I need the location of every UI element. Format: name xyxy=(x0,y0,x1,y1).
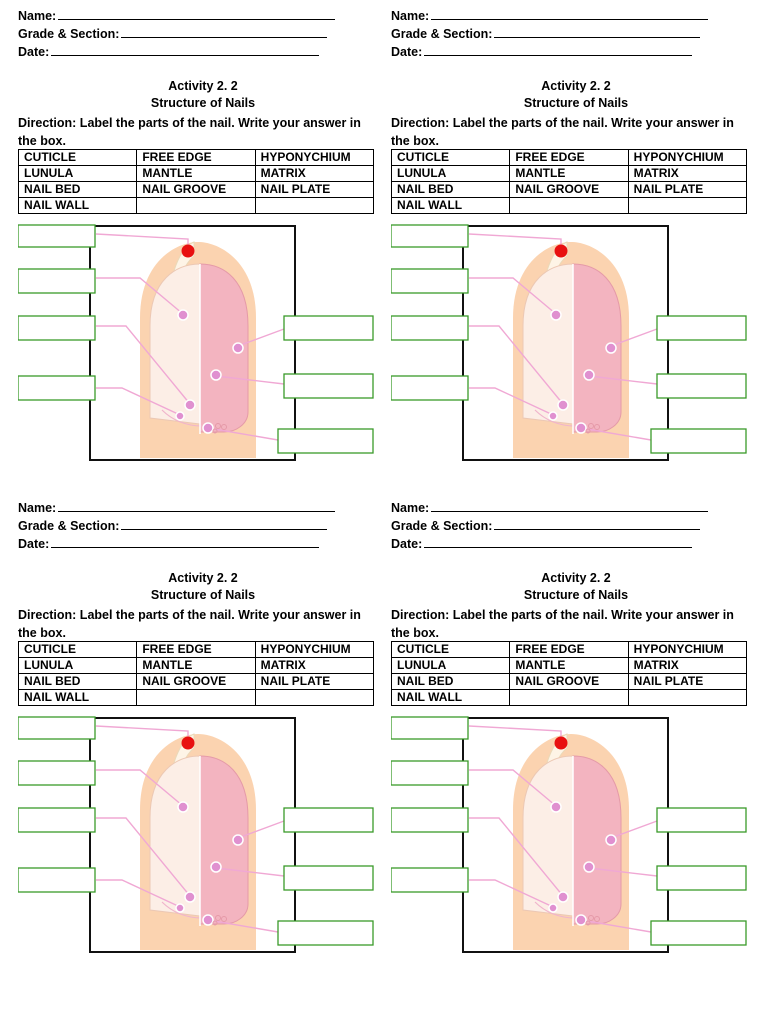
word-bank-cell: NAIL PLATE xyxy=(628,182,746,198)
worksheet-quadrant xyxy=(391,492,761,972)
word-bank-cell: CUTICLE xyxy=(392,642,510,658)
answer-box[interactable] xyxy=(657,374,746,398)
word-bank-table xyxy=(391,149,747,214)
word-bank-cell: NAIL WALL xyxy=(19,198,137,214)
grade-section-field[interactable] xyxy=(18,26,327,41)
activity-subtitle: Structure of Nails xyxy=(523,96,629,110)
grade-section-field[interactable] xyxy=(391,518,700,533)
word-bank-cell: NAIL GROOVE xyxy=(510,182,628,198)
word-bank-cell: FREE EDGE xyxy=(137,642,255,658)
word-bank-row xyxy=(392,150,747,166)
name-field[interactable] xyxy=(391,8,708,23)
activity-title: Activity 2. 2 xyxy=(541,571,611,585)
answer-box[interactable] xyxy=(651,921,746,945)
grade-section-blank[interactable] xyxy=(494,518,700,530)
word-bank-cell xyxy=(628,690,746,706)
answer-box[interactable] xyxy=(278,921,373,945)
answer-box[interactable] xyxy=(18,376,95,400)
word-bank-cell: FREE EDGE xyxy=(510,150,628,166)
marker-dot xyxy=(584,862,594,872)
word-bank-cell: LUNULA xyxy=(19,658,137,674)
date-label: Date: xyxy=(18,45,50,59)
grade-section-label: Grade & Section: xyxy=(391,519,493,533)
marker-dot xyxy=(233,835,243,845)
answer-box[interactable] xyxy=(284,316,373,340)
activity-subtitle: Structure of Nails xyxy=(150,96,256,110)
red-marker-dot xyxy=(182,737,195,750)
word-bank-cell: MATRIX xyxy=(628,166,746,182)
date-blank[interactable] xyxy=(51,536,319,548)
marker-dot xyxy=(211,370,221,380)
direction-text: Direction: Label the parts of the nail. Write your answer in the box. xyxy=(18,608,361,640)
answer-box[interactable] xyxy=(391,717,468,739)
word-bank-cell: MATRIX xyxy=(255,658,373,674)
word-bank-cell: MATRIX xyxy=(255,166,373,182)
word-bank-row xyxy=(392,182,747,198)
word-bank-cell: MANTLE xyxy=(137,658,255,674)
answer-box[interactable] xyxy=(391,225,468,247)
name-blank[interactable] xyxy=(431,8,708,20)
red-marker-dot xyxy=(555,245,568,258)
word-bank-cell: HYPONYCHIUM xyxy=(255,642,373,658)
word-bank-table xyxy=(18,149,374,214)
word-bank-cell xyxy=(137,690,255,706)
worksheet-quadrant xyxy=(18,0,388,480)
answer-box[interactable] xyxy=(391,316,468,340)
word-bank-cell: CUTICLE xyxy=(19,642,137,658)
word-bank-cell: MANTLE xyxy=(137,166,255,182)
marker-dot xyxy=(203,915,213,925)
worksheet-quadrant xyxy=(391,0,761,480)
marker-dot xyxy=(558,400,568,410)
answer-box[interactable] xyxy=(284,866,373,890)
grade-section-blank[interactable] xyxy=(121,26,327,38)
marker-dot xyxy=(178,310,188,320)
name-label: Name: xyxy=(391,501,430,515)
answer-box[interactable] xyxy=(284,808,373,832)
marker-dot xyxy=(176,412,184,420)
date-label: Date: xyxy=(391,537,423,551)
marker-dot xyxy=(576,423,586,433)
direction-text: Direction: Label the parts of the nail. Write your answer in the box. xyxy=(391,116,734,148)
answer-box[interactable] xyxy=(657,808,746,832)
answer-box[interactable] xyxy=(278,429,373,453)
word-bank-cell: NAIL GROOVE xyxy=(137,674,255,690)
grade-section-label: Grade & Section: xyxy=(391,27,493,41)
nail-diagram xyxy=(18,714,378,954)
word-bank-cell: CUTICLE xyxy=(19,150,137,166)
grade-section-blank[interactable] xyxy=(494,26,700,38)
date-blank[interactable] xyxy=(51,44,319,56)
word-bank-row xyxy=(19,642,374,658)
marker-dot xyxy=(176,904,184,912)
word-bank-cell xyxy=(137,198,255,214)
word-bank-cell xyxy=(255,198,373,214)
date-blank[interactable] xyxy=(424,536,692,548)
name-field[interactable] xyxy=(391,500,708,515)
word-bank-cell: HYPONYCHIUM xyxy=(255,150,373,166)
marker-dot xyxy=(551,802,561,812)
marker-dot xyxy=(606,835,616,845)
word-bank-cell: NAIL GROOVE xyxy=(137,182,255,198)
answer-box[interactable] xyxy=(284,374,373,398)
word-bank-row xyxy=(19,658,374,674)
word-bank-cell: NAIL WALL xyxy=(392,690,510,706)
red-marker-dot xyxy=(555,737,568,750)
answer-box[interactable] xyxy=(18,868,95,892)
answer-box[interactable] xyxy=(18,269,95,293)
word-bank-cell: MANTLE xyxy=(510,166,628,182)
marker-dot xyxy=(211,862,221,872)
word-bank-row xyxy=(19,182,374,198)
grade-section-label: Grade & Section: xyxy=(18,27,120,41)
answer-box[interactable] xyxy=(18,225,95,247)
word-bank-row xyxy=(19,166,374,182)
word-bank-cell: HYPONYCHIUM xyxy=(628,150,746,166)
answer-box[interactable] xyxy=(391,868,468,892)
word-bank-cell: NAIL BED xyxy=(19,674,137,690)
marker-dot xyxy=(606,343,616,353)
word-bank-table xyxy=(18,641,374,706)
word-bank-table xyxy=(391,641,747,706)
marker-dot xyxy=(233,343,243,353)
marker-dot xyxy=(584,370,594,380)
activity-subtitle: Structure of Nails xyxy=(523,588,629,602)
marker-dot xyxy=(203,423,213,433)
word-bank-cell: FREE EDGE xyxy=(510,642,628,658)
name-field[interactable] xyxy=(18,500,335,515)
word-bank-row xyxy=(392,198,747,214)
word-bank-cell: MATRIX xyxy=(628,658,746,674)
name-label: Name: xyxy=(391,9,430,23)
word-bank-cell: LUNULA xyxy=(19,166,137,182)
date-label: Date: xyxy=(18,537,50,551)
name-label: Name: xyxy=(18,9,57,23)
date-field[interactable] xyxy=(18,536,319,551)
word-bank-cell xyxy=(510,690,628,706)
name-label: Name: xyxy=(18,501,57,515)
name-blank[interactable] xyxy=(58,500,335,512)
grade-section-blank[interactable] xyxy=(121,518,327,530)
name-blank[interactable] xyxy=(58,8,335,20)
word-bank-cell: LUNULA xyxy=(392,658,510,674)
answer-box[interactable] xyxy=(391,761,468,785)
grade-section-field[interactable] xyxy=(391,26,700,41)
date-field[interactable] xyxy=(18,44,319,59)
word-bank-cell: NAIL GROOVE xyxy=(510,674,628,690)
word-bank-row xyxy=(19,150,374,166)
red-marker-dot xyxy=(182,245,195,258)
word-bank-row xyxy=(19,690,374,706)
word-bank-row xyxy=(19,674,374,690)
marker-dot xyxy=(178,802,188,812)
marker-dot xyxy=(185,400,195,410)
answer-box[interactable] xyxy=(657,866,746,890)
word-bank-cell: MANTLE xyxy=(510,658,628,674)
name-blank[interactable] xyxy=(431,500,708,512)
answer-box[interactable] xyxy=(18,717,95,739)
word-bank-row xyxy=(19,198,374,214)
word-bank-cell: NAIL BED xyxy=(392,182,510,198)
marker-dot xyxy=(576,915,586,925)
word-bank-row xyxy=(392,642,747,658)
grade-section-label: Grade & Section: xyxy=(18,519,120,533)
direction-text: Direction: Label the parts of the nail. Write your answer in the box. xyxy=(18,116,361,148)
answer-box[interactable] xyxy=(18,761,95,785)
activity-title: Activity 2. 2 xyxy=(168,79,238,93)
word-bank-row xyxy=(392,166,747,182)
date-field[interactable] xyxy=(391,536,692,551)
marker-dot xyxy=(558,892,568,902)
word-bank-cell: LUNULA xyxy=(392,166,510,182)
nail-diagram xyxy=(391,222,751,462)
answer-box[interactable] xyxy=(391,269,468,293)
word-bank-cell: NAIL WALL xyxy=(19,690,137,706)
word-bank-row xyxy=(392,658,747,674)
date-label: Date: xyxy=(391,45,423,59)
activity-title: Activity 2. 2 xyxy=(541,79,611,93)
word-bank-cell: CUTICLE xyxy=(392,150,510,166)
date-field[interactable] xyxy=(391,44,692,59)
word-bank-cell: HYPONYCHIUM xyxy=(628,642,746,658)
marker-dot xyxy=(551,310,561,320)
word-bank-cell xyxy=(510,198,628,214)
answer-box[interactable] xyxy=(18,808,95,832)
answer-box[interactable] xyxy=(657,316,746,340)
direction-text: Direction: Label the parts of the nail. Write your answer in the box. xyxy=(391,608,734,640)
nail-diagram xyxy=(391,714,751,954)
worksheet-quadrant xyxy=(18,492,388,972)
answer-box[interactable] xyxy=(391,808,468,832)
word-bank-cell: NAIL BED xyxy=(392,674,510,690)
grade-section-field[interactable] xyxy=(18,518,327,533)
word-bank-row xyxy=(392,674,747,690)
word-bank-cell xyxy=(255,690,373,706)
date-blank[interactable] xyxy=(424,44,692,56)
nail-diagram xyxy=(18,222,378,462)
word-bank-cell: NAIL BED xyxy=(19,182,137,198)
answer-box[interactable] xyxy=(651,429,746,453)
marker-dot xyxy=(549,904,557,912)
answer-box[interactable] xyxy=(391,376,468,400)
marker-dot xyxy=(549,412,557,420)
word-bank-cell xyxy=(628,198,746,214)
word-bank-cell: NAIL WALL xyxy=(392,198,510,214)
name-field[interactable] xyxy=(18,8,335,23)
word-bank-cell: NAIL PLATE xyxy=(255,674,373,690)
answer-box[interactable] xyxy=(18,316,95,340)
activity-subtitle: Structure of Nails xyxy=(150,588,256,602)
word-bank-cell: NAIL PLATE xyxy=(628,674,746,690)
word-bank-cell: FREE EDGE xyxy=(137,150,255,166)
marker-dot xyxy=(185,892,195,902)
word-bank-row xyxy=(392,690,747,706)
activity-title: Activity 2. 2 xyxy=(168,571,238,585)
word-bank-cell: NAIL PLATE xyxy=(255,182,373,198)
